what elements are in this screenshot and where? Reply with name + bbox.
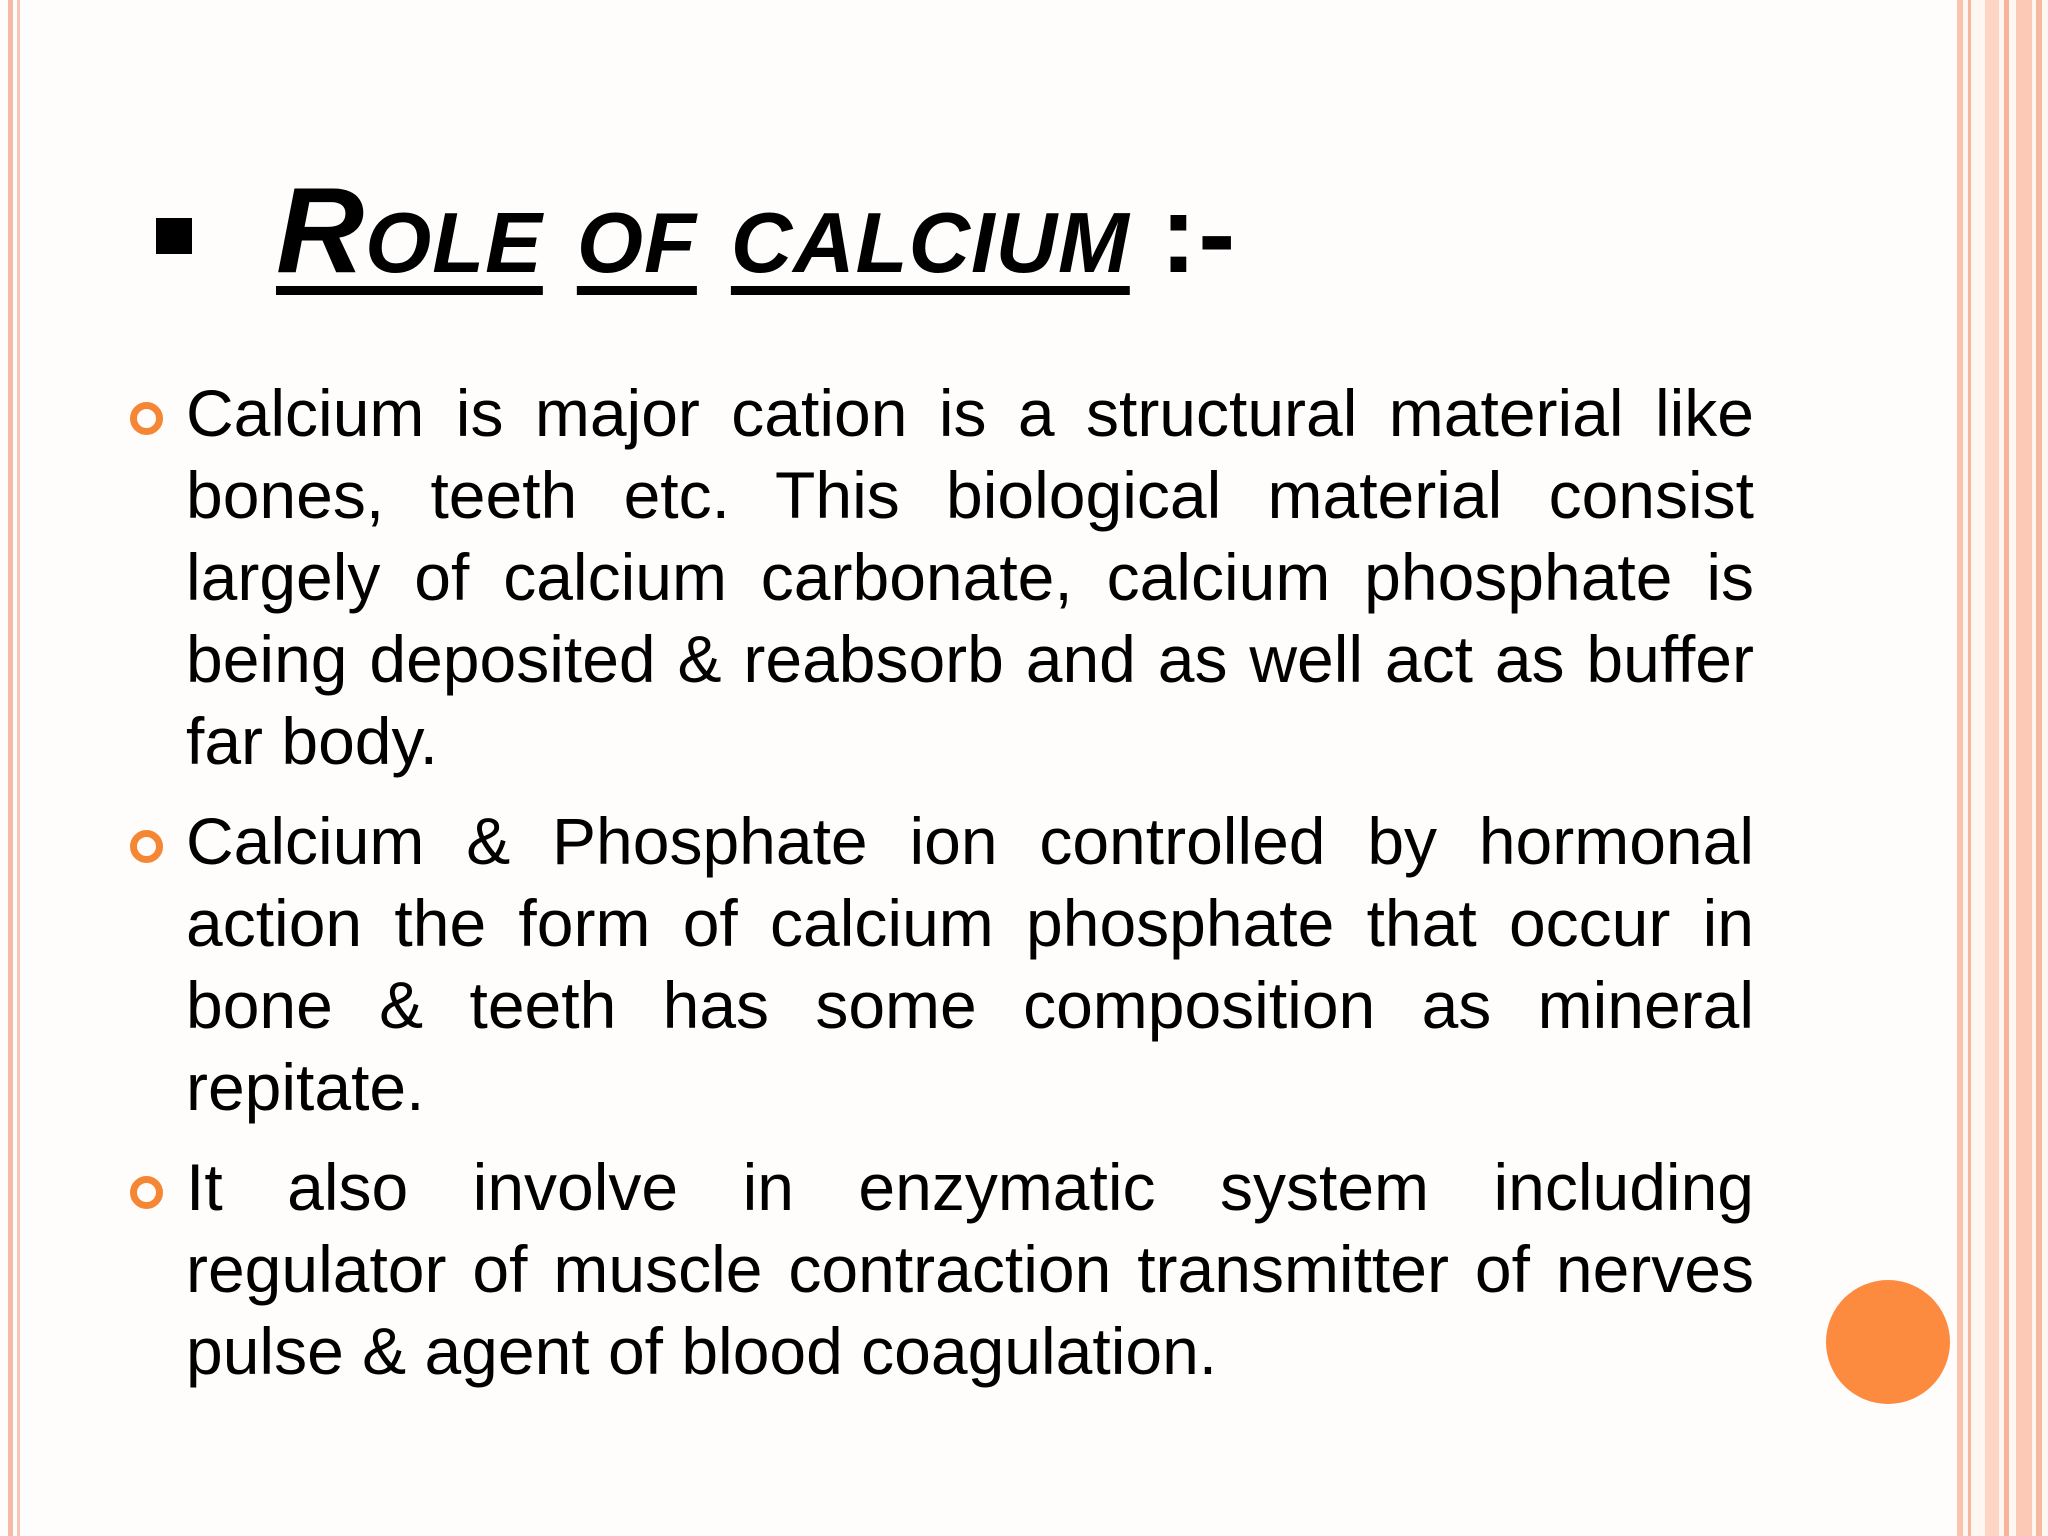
ring-bullet-icon	[130, 402, 163, 435]
left-border-line	[8, 0, 13, 1536]
list-item-text: It also involve in enzymatic system including regulator of muscle contraction transmitter of nerves pulse & agent of blood coagulation.	[186, 1150, 1754, 1388]
right-stripe	[1968, 0, 1971, 1536]
title-word: calcium	[730, 162, 1130, 298]
slide-title	[276, 160, 1236, 304]
list-item	[130, 1146, 1754, 1392]
title-word: Role	[276, 162, 543, 298]
right-stripe	[1985, 0, 1999, 1536]
bullet-list	[130, 372, 1754, 1410]
right-stripe	[2004, 0, 2009, 1536]
right-stripe	[2016, 0, 2032, 1536]
accent-circle	[1826, 1280, 1950, 1404]
list-item-text: Calcium & Phosphate ion controlled by hormonal action the form of calcium phosphate that occur in bone & teeth has some composition as mineral repitate.	[186, 804, 1754, 1124]
list-item	[130, 800, 1754, 1128]
ring-bullet-icon	[130, 1176, 163, 1209]
square-bullet-icon	[156, 218, 192, 254]
title-word: of	[576, 162, 697, 298]
right-stripe	[1957, 0, 1963, 1536]
list-item	[130, 372, 1754, 782]
title-suffix: :-	[1159, 171, 1237, 296]
ring-bullet-icon	[130, 830, 163, 863]
left-border-line	[17, 0, 20, 1536]
list-item-text: Calcium is major cation is a structural material like bones, teeth etc. This biological material consist largely of calcium carbonate, calcium phosphate is being deposited & reabsorb and as well act as buffer far body.	[186, 376, 1754, 778]
right-stripe	[2036, 0, 2042, 1536]
